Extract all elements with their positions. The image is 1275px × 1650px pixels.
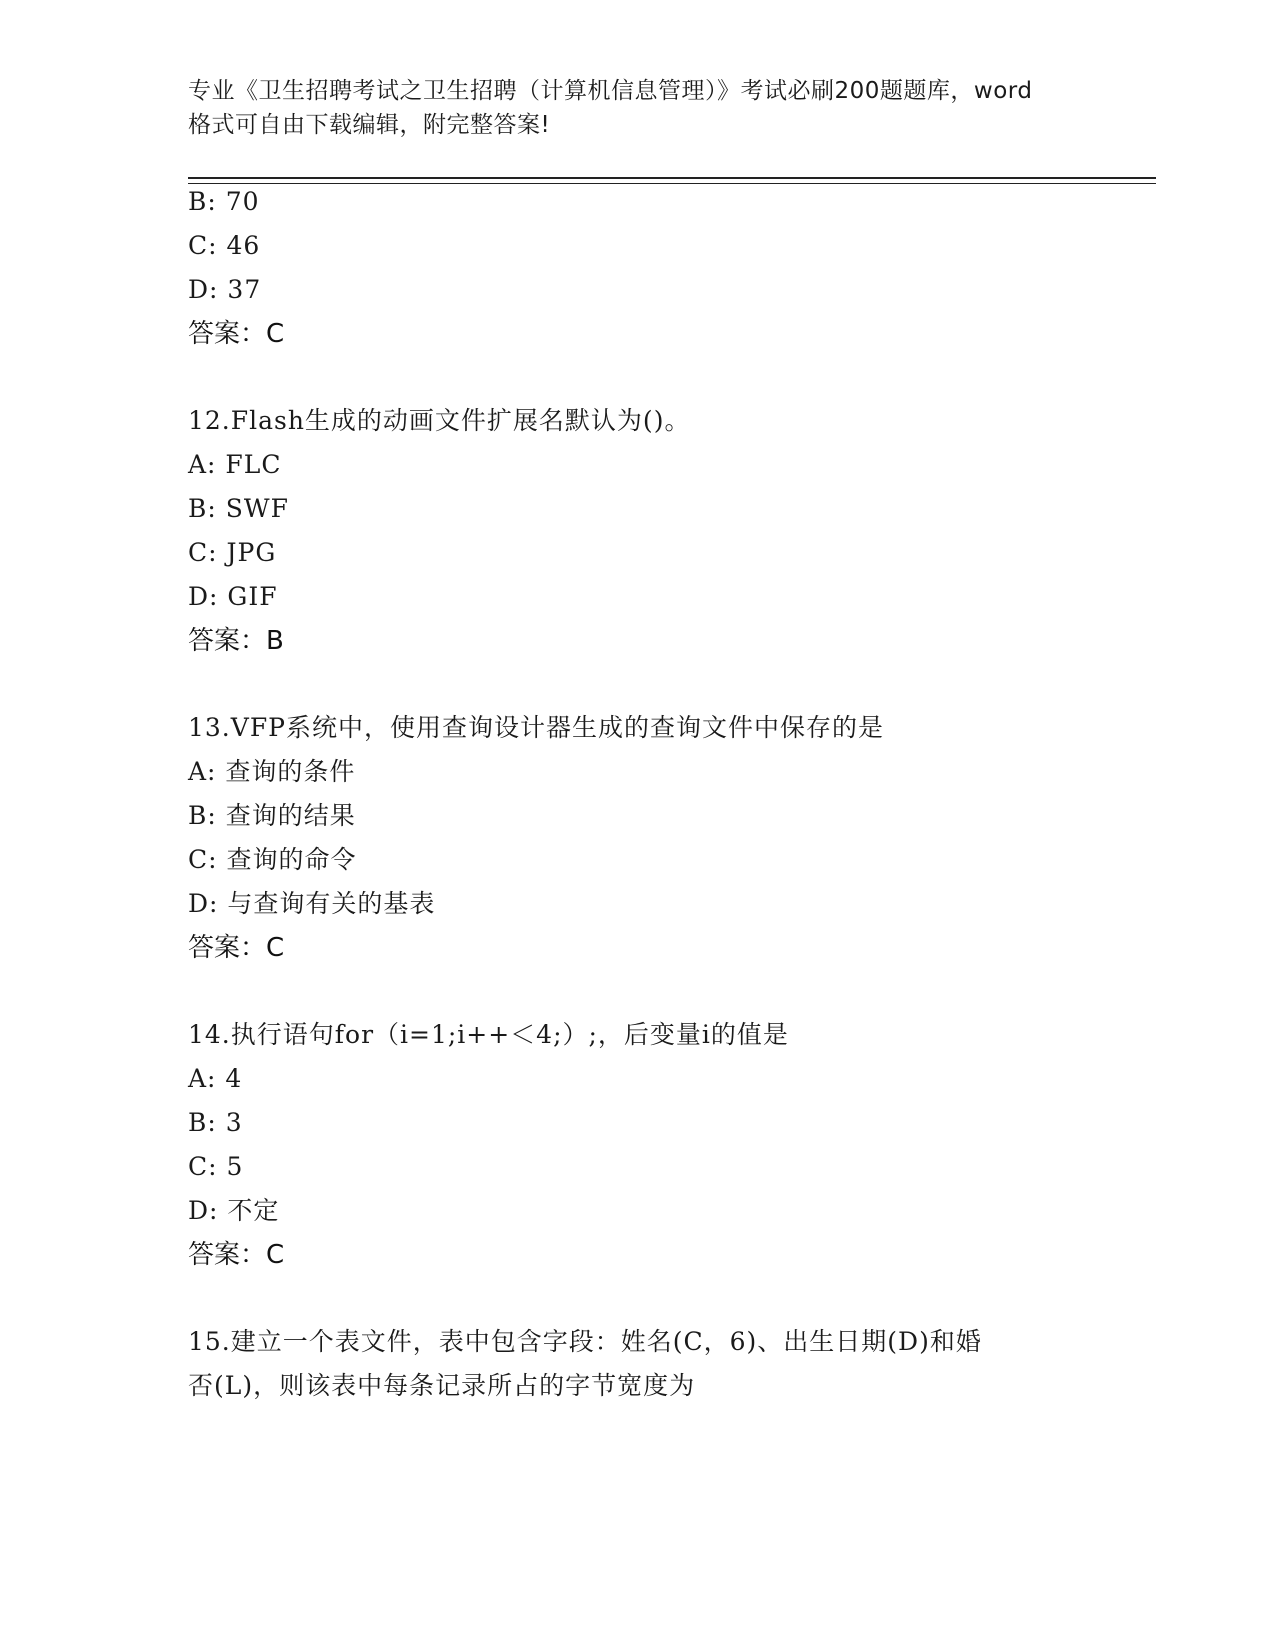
q12-option-a: A: FLC [188, 450, 282, 479]
q12-option-b: B: SWF [188, 494, 289, 523]
q13-option-d: D: 与查询有关的基表 [188, 889, 436, 918]
q14-option-d: D: 不定 [188, 1196, 280, 1225]
q13-option-c: C: 查询的命令 [188, 845, 357, 874]
q14-answer: 答案：C [188, 1240, 285, 1270]
q11-option-b: B: 70 [188, 187, 260, 216]
q15-question-line-2: 否(L)，则该表中每条记录所占的字节宽度为 [188, 1371, 696, 1400]
header-divider-thin [188, 183, 1156, 184]
q11-option-d: D: 37 [188, 275, 262, 304]
q14-option-c: C: 5 [188, 1152, 244, 1181]
q14-question: 14.执行语句for（i=1;i++＜4;）;，后变量i的值是 [188, 1020, 789, 1049]
q13-option-a: A: 查询的条件 [188, 757, 356, 786]
q13-question: 13.VFP系统中，使用查询设计器生成的查询文件中保存的是 [188, 713, 884, 742]
header-title-line-2: 格式可自由下载编辑，附完整答案! [188, 112, 551, 138]
q14-option-b: B: 3 [188, 1108, 243, 1137]
q15-question-line-1: 15.建立一个表文件，表中包含字段：姓名(C，6)、出生日期(D)和婚 [188, 1327, 982, 1356]
q13-option-b: B: 查询的结果 [188, 801, 356, 830]
q13-answer: 答案：C [188, 933, 285, 963]
q12-option-c: C: JPG [188, 538, 277, 567]
document-header [188, 74, 1088, 142]
q12-option-d: D: GIF [188, 582, 278, 611]
header-divider-thick [188, 177, 1156, 179]
q11-option-c: C: 46 [188, 231, 261, 260]
q12-answer: 答案：B [188, 626, 284, 656]
header-title-line-1: 专业《卫生招聘考试之卫生招聘（计算机信息管理）》考试必刷200题题库，word [188, 78, 1033, 104]
q11-answer: 答案：C [188, 319, 285, 349]
q12-question: 12.Flash生成的动画文件扩展名默认为()。 [188, 406, 691, 435]
q14-option-a: A: 4 [188, 1064, 243, 1093]
